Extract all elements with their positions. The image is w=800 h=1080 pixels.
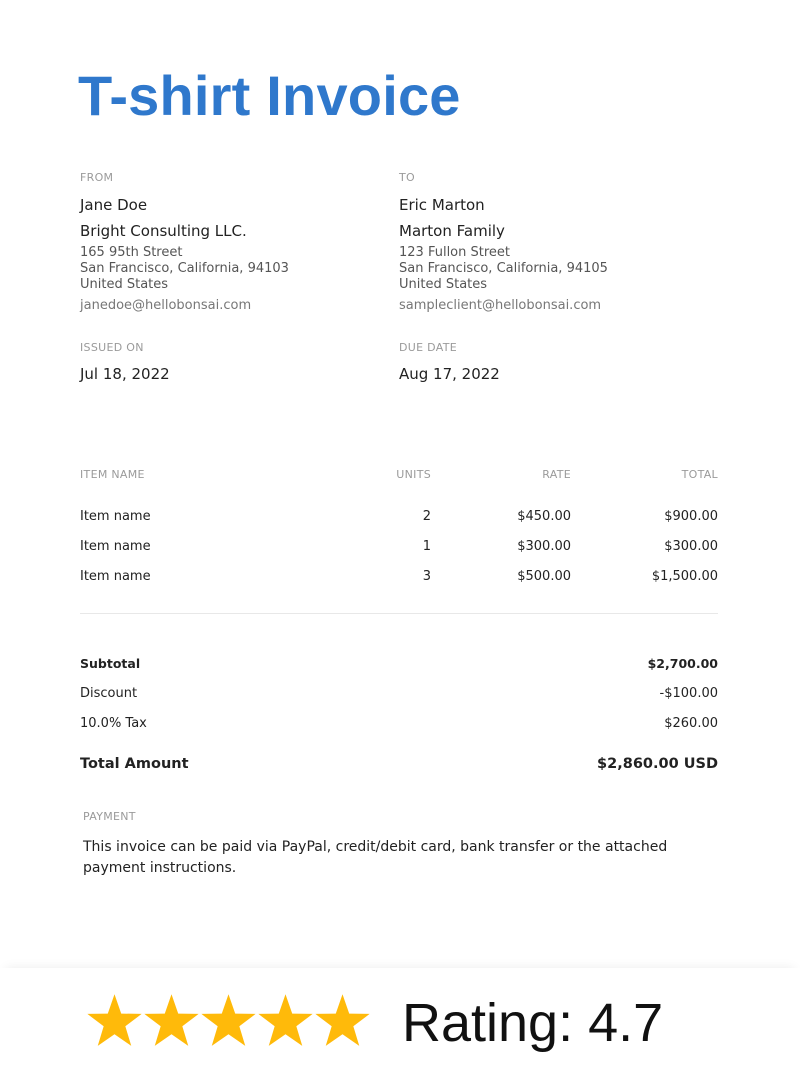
star-icon <box>143 992 200 1050</box>
discount-label: Discount <box>80 685 138 701</box>
table-row <box>80 502 718 532</box>
item-name-cell: Item name <box>80 539 151 554</box>
column-header-units: UNITS <box>396 468 431 481</box>
subtotal-label: Subtotal <box>80 655 141 671</box>
total-amount-value: $2,860.00 USD <box>597 756 718 772</box>
star-icon <box>314 992 371 1050</box>
total-amount-row <box>80 752 718 776</box>
from-email: janedoe@hellobonsai.com <box>80 298 252 313</box>
payment-section <box>83 810 718 879</box>
column-header-total: TOTAL <box>681 468 718 481</box>
subtotal-value: $2,700.00 <box>647 655 718 671</box>
payment-label: PAYMENT <box>83 810 136 823</box>
item-rate-cell: $500.00 <box>517 569 571 584</box>
rating-text: Rating: 4.7 <box>402 993 664 1053</box>
table-row <box>80 562 718 592</box>
item-name-cell: Item name <box>80 509 151 524</box>
tax-label: 10.0% Tax <box>80 715 147 731</box>
item-total-cell: $900.00 <box>664 509 718 524</box>
column-header-item-name: ITEM NAME <box>80 468 145 481</box>
from-name: Jane Doe <box>80 196 148 214</box>
from-city: San Francisco, California, 94103 <box>80 261 289 276</box>
star-icon <box>200 992 257 1050</box>
to-country: United States <box>399 277 488 292</box>
due-date-value: Aug 17, 2022 <box>399 365 500 383</box>
column-header-rate: RATE <box>542 468 571 481</box>
to-name: Eric Marton <box>399 196 485 214</box>
payment-instructions: This invoice can be paid via PayPal, credit/debit card, bank transfer or the attached payment instructions. <box>83 839 668 876</box>
item-total-cell: $300.00 <box>664 539 718 554</box>
issued-on-label: ISSUED ON <box>80 341 144 354</box>
issued-on-section <box>80 341 380 383</box>
to-street: 123 Fullon Street <box>399 245 511 260</box>
discount-row <box>80 682 718 704</box>
to-address <box>399 245 699 293</box>
to-section <box>399 171 699 314</box>
rating-bar <box>0 968 800 1080</box>
star-rating <box>86 992 371 1050</box>
to-company: Marton Family <box>399 222 505 240</box>
item-total-cell: $1,500.00 <box>651 569 718 584</box>
total-amount-label: Total Amount <box>80 756 189 772</box>
issued-on-date: Jul 18, 2022 <box>80 365 170 383</box>
from-section <box>80 171 380 314</box>
invoice-summary <box>80 652 718 776</box>
item-rate-cell: $300.00 <box>517 539 571 554</box>
star-icon <box>86 992 143 1050</box>
to-label: TO <box>399 171 415 184</box>
items-table-body <box>80 502 718 592</box>
discount-value: -$100.00 <box>659 685 718 701</box>
from-label: FROM <box>80 171 114 184</box>
tax-row <box>80 712 718 734</box>
from-street: 165 95th Street <box>80 245 183 260</box>
from-company: Bright Consulting LLC. <box>80 222 247 240</box>
from-address <box>80 245 380 293</box>
star-icon <box>257 992 314 1050</box>
item-units-cell: 1 <box>422 539 431 554</box>
items-divider <box>80 613 718 614</box>
items-table <box>80 468 718 592</box>
invoice-title: T-shirt Invoice <box>78 64 461 127</box>
from-country: United States <box>80 277 169 292</box>
item-units-cell: 3 <box>422 569 431 584</box>
to-email: sampleclient@hellobonsai.com <box>399 298 602 313</box>
due-date-label: DUE DATE <box>399 341 457 354</box>
item-rate-cell: $450.00 <box>517 509 571 524</box>
table-row <box>80 532 718 562</box>
to-city: San Francisco, California, 94105 <box>399 261 608 276</box>
subtotal-row <box>80 652 718 674</box>
item-units-cell: 2 <box>422 509 431 524</box>
tax-value: $260.00 <box>664 715 718 731</box>
item-name-cell: Item name <box>80 569 151 584</box>
items-table-header <box>80 468 718 484</box>
due-date-section <box>399 341 699 383</box>
